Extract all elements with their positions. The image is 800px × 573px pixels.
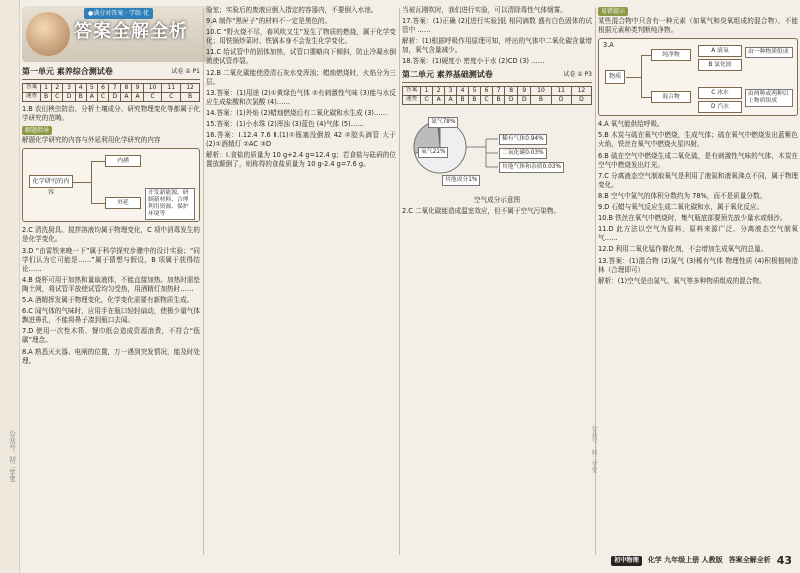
- answer-paragraph: 解析：Ⅰ.食盐的质量为 10 g+2.4 g=12.4 g；若食盐与砝码的位置放颠倒了，则称得的食盐质量为 10 g-2.4 g=7.6 g。: [206, 151, 396, 169]
- diagram-node: 外延: [105, 197, 141, 209]
- answer-paragraph: 15.答案：(1)小水珠 (2)浑浊 (3)蓝色 (4)气体 (5)……: [206, 120, 364, 129]
- answer-paragraph: 12.B 二氧化碳能使澄清石灰水变浑浊；蜡烛燃烧时，火焰分为三层。: [206, 68, 396, 86]
- answer-paragraph: 7.C 分离液态空气制取氧气是利用了液氮和液氧沸点不同，属于物理变化。: [598, 171, 798, 189]
- answer-paragraph: 13.答案：(1)用途 (2)①黄绿色气体 ②有刺激性气味 (3)能与水反应生成盐酸和次氯酸 (4)……: [206, 88, 396, 106]
- footer-badge: 初中物理: [611, 556, 642, 565]
- diagram-line: [626, 77, 641, 78]
- answer-paragraph: 11.C 给试管中的固体加热，试管口要略向下倾斜，防止冷凝水倒流使试管炸裂。: [206, 48, 396, 66]
- pie-label-other: 其他成分1%: [442, 175, 480, 186]
- series-tag: ●满分对答案 · 学练·优: [84, 8, 153, 19]
- answer-paragraph: 6.C 闻气体的气味时，应用手在瓶口轻轻扇动，使极少量气体飘进鼻孔，不能将鼻子凑到瓶口去闻。: [22, 307, 200, 325]
- diagram-sub: D 汽水: [698, 101, 742, 113]
- answer-grid: 答案 1 2 3 4 5 6 7 8 9 10 11 12 速查 B C D B A C D A A C C B: [22, 83, 200, 102]
- pie-label-rare: 稀有气体0.94%: [499, 134, 547, 145]
- answer-paragraph: 13.答案：(1)混合物 (2)氮气 (3)稀有气体 物理性质 (4)积极植树造林（合理即可）: [598, 256, 798, 274]
- air-composition-figure: [402, 109, 584, 195]
- diagram-line: [641, 97, 651, 98]
- pie-label-co2: 二氧化碳0.03%: [499, 148, 547, 159]
- diagram-note: 由一种物质组成: [745, 47, 793, 58]
- pie-label-o2: 氧气21%: [418, 147, 448, 158]
- left-strip-text: 公众号：初二学堂: [8, 430, 16, 482]
- answer-paragraph: 解析：(1)根据呼吸作用原理可知，呼出的气体中二氧化碳含量增加，氧气含量减少。: [402, 37, 592, 55]
- diagram-sub: B 氯化铵: [698, 59, 742, 71]
- classification-diagram: [598, 38, 798, 116]
- diagram-node: 混合物: [651, 91, 691, 103]
- warning-paragraph: 某些混合物中只含有一种元素（如氧气和臭氧组成的混合物），不能根据元素种类判断纯净物。: [598, 17, 798, 35]
- vertical-note: 公众号：初二学堂: [590, 425, 597, 473]
- warning-tag: 易错提示: [598, 7, 628, 16]
- answer-paragraph: 10.B 铁丝在氧气中燃烧时，集气瓶底部要预先放少量水或细沙。: [598, 214, 787, 223]
- answer-grid: 答案 1 2 3 4 5 6 7 8 9 10 11 12 速查 C A A B B C B D D B D D: [402, 86, 592, 105]
- column-2: [206, 6, 396, 557]
- header-banner: [22, 6, 212, 62]
- answer-paragraph: 当被瓦刚吹时，我们进行实验，可以清除毒性气体烟雾。: [402, 6, 567, 14]
- answer-paragraph: 解析：(1)空气是由氮气、氧气等多种物质组成的混合物。: [598, 276, 766, 285]
- diagram-node: 内涵: [105, 155, 141, 167]
- diagram-center: 物质: [605, 70, 625, 84]
- answer-paragraph: 18.答案：(1)硬度小 密度小于水 (2)CD (3) ……: [402, 57, 545, 66]
- diagram-note: 由两种或两种以上物质组成: [745, 89, 793, 107]
- column-divider: [203, 8, 204, 555]
- column-3: [402, 6, 592, 557]
- answer-paragraph: 6.B 硫在空气中燃烧生成二氧化硫，是有刺激性气味的气体，木炭在空气中燃烧发出红光。: [598, 151, 798, 169]
- concept-diagram: [22, 148, 200, 222]
- answer-paragraph: 5.A 酒精挥发属于物理变化，化学变化需要有新物质生成。: [22, 296, 194, 305]
- tip-tag: 解题指导: [22, 126, 52, 135]
- diagram-line: [91, 161, 105, 162]
- page-footer: [606, 555, 792, 567]
- unit-heading: 第二单元 素养基础测试卷 试卷 ① P3: [402, 69, 592, 83]
- answer-paragraph: 验室；实验后的废液应倒入指定的容器内，不要倒入水池。: [206, 6, 378, 14]
- page-number: 43: [776, 554, 792, 568]
- pie-label-n2: 氮气78%: [428, 117, 458, 128]
- answer-paragraph: 8.A 熟悉灭火器、电闸的位置，万一遇到突发情况，能及时处理。: [22, 347, 200, 365]
- column-1: [22, 64, 200, 557]
- diagram-node: 纯净物: [651, 49, 691, 61]
- diagram-line: [91, 161, 92, 203]
- pie-label-mix: 其他气体和杂质0.03%: [499, 162, 564, 173]
- answer-paragraph: 2.C 清洗厨具、搅拌溶液均属于物理变化，C 项中消毒发生的是化学变化。: [22, 226, 200, 244]
- answer-paragraph: 16.答案：Ⅰ.12.4 7.6 Ⅱ.(1)①瓶塞没倒放 42 ②胶头滴管 大于 (2)①酒精灯 ②AC ③D: [206, 131, 396, 149]
- column-divider: [399, 8, 400, 555]
- answer-paragraph: 4.A 氧气能供给呼吸。: [598, 120, 664, 129]
- diagram-line: [73, 182, 91, 183]
- column-4: [598, 6, 798, 557]
- diagram-sub: C 冰水: [698, 87, 742, 99]
- answer-paragraph: 8.B 空气中氮气的体积分数约为 78%，而不是质量分数。: [598, 191, 767, 200]
- diagram-note: 开发新能源、研制新材料、合理利用资源、保护环境等: [145, 188, 195, 220]
- answer-paragraph: 9.A 制作“黑匣子”的材料不一定是黑色的。: [206, 17, 332, 26]
- answer-paragraph: 7.D 使用一次性木筷、餐巾纸会造成资源浪费，不符合“低碳”理念。: [22, 327, 200, 345]
- footer-text: 化学 九年级上册 人教版: [647, 556, 723, 565]
- answer-paragraph: 3.D “由雷铁来晚一下”属于科学探究步骤中的设计实验；“同学们认为它可能是……”属于猜想与假设，B 项属于获得结论……: [22, 246, 200, 273]
- diagram-line: [91, 203, 105, 204]
- unit-heading: 第一单元 素养综合测试卷 试卷 ① P1: [22, 66, 200, 80]
- diagram-line: [641, 55, 651, 56]
- answer-paragraph: 1.B 农田秧虫防治、分析土壤成分、研究物理变化等都属于化学研究的范畴。: [22, 105, 200, 123]
- mascot-icon: [26, 12, 70, 56]
- answer-paragraph: 17.答案：(1)正确 (2)[进行实验]低 相同滴数 盛有白色固体的试管中 ……: [402, 17, 592, 35]
- footer-subtext: 答案全解全析: [728, 556, 771, 565]
- diagram-line: [641, 55, 642, 97]
- answer-paragraph: 2.C 二氧化碳能造成温室效应，但不属于空气污染物。: [402, 206, 561, 215]
- page-title: 答案全解全析: [74, 21, 188, 42]
- diagram-sub: A 液氧: [698, 45, 742, 57]
- answer-paragraph: 5.B 木炭与硫在氧气中燃烧，生成气体；硫在氧气中燃烧发出蓝紫色火焰，铁丝在氧气中燃烧火星四射。: [598, 131, 798, 149]
- tip-paragraph: 解题化学研究的内容与外延利用化学研究的内容: [22, 136, 161, 145]
- question-number: 3.A: [603, 41, 614, 50]
- answer-paragraph: 14.答案：(1)外焰 (2)蜡烛燃烧后有二氧化碳和水生成 (3)……: [206, 108, 388, 117]
- diagram-center: 化学研究的内容: [29, 175, 73, 188]
- answer-paragraph: 11.D 此方法以空气为原料，原料来源广泛，分离液态空气制氧气……: [598, 225, 798, 243]
- figure-caption: 空气成分示意图: [473, 195, 521, 204]
- answer-paragraph: 4.B 烧杯可用于加热和量取液体，不能直接加热。加热时需垫陶土网，将试管平放使试管均匀受热，用酒精灯加热时……: [22, 275, 200, 293]
- answer-paragraph: 9.D 石蜡与氧气反应生成二氧化碳和水，属于氧化反应。: [598, 203, 764, 212]
- answer-paragraph: 10.C “野火烧不尽，春风吹又生”发生了物质的燃烧，属于化学变化；用铁锅炒菜时、铁锅本身不会发生化学变化。: [206, 28, 396, 46]
- left-strip: [0, 0, 20, 573]
- answer-paragraph: 12.D 利用二氧化锰作催化剂，不会增加生成氧气的总量。: [598, 245, 768, 254]
